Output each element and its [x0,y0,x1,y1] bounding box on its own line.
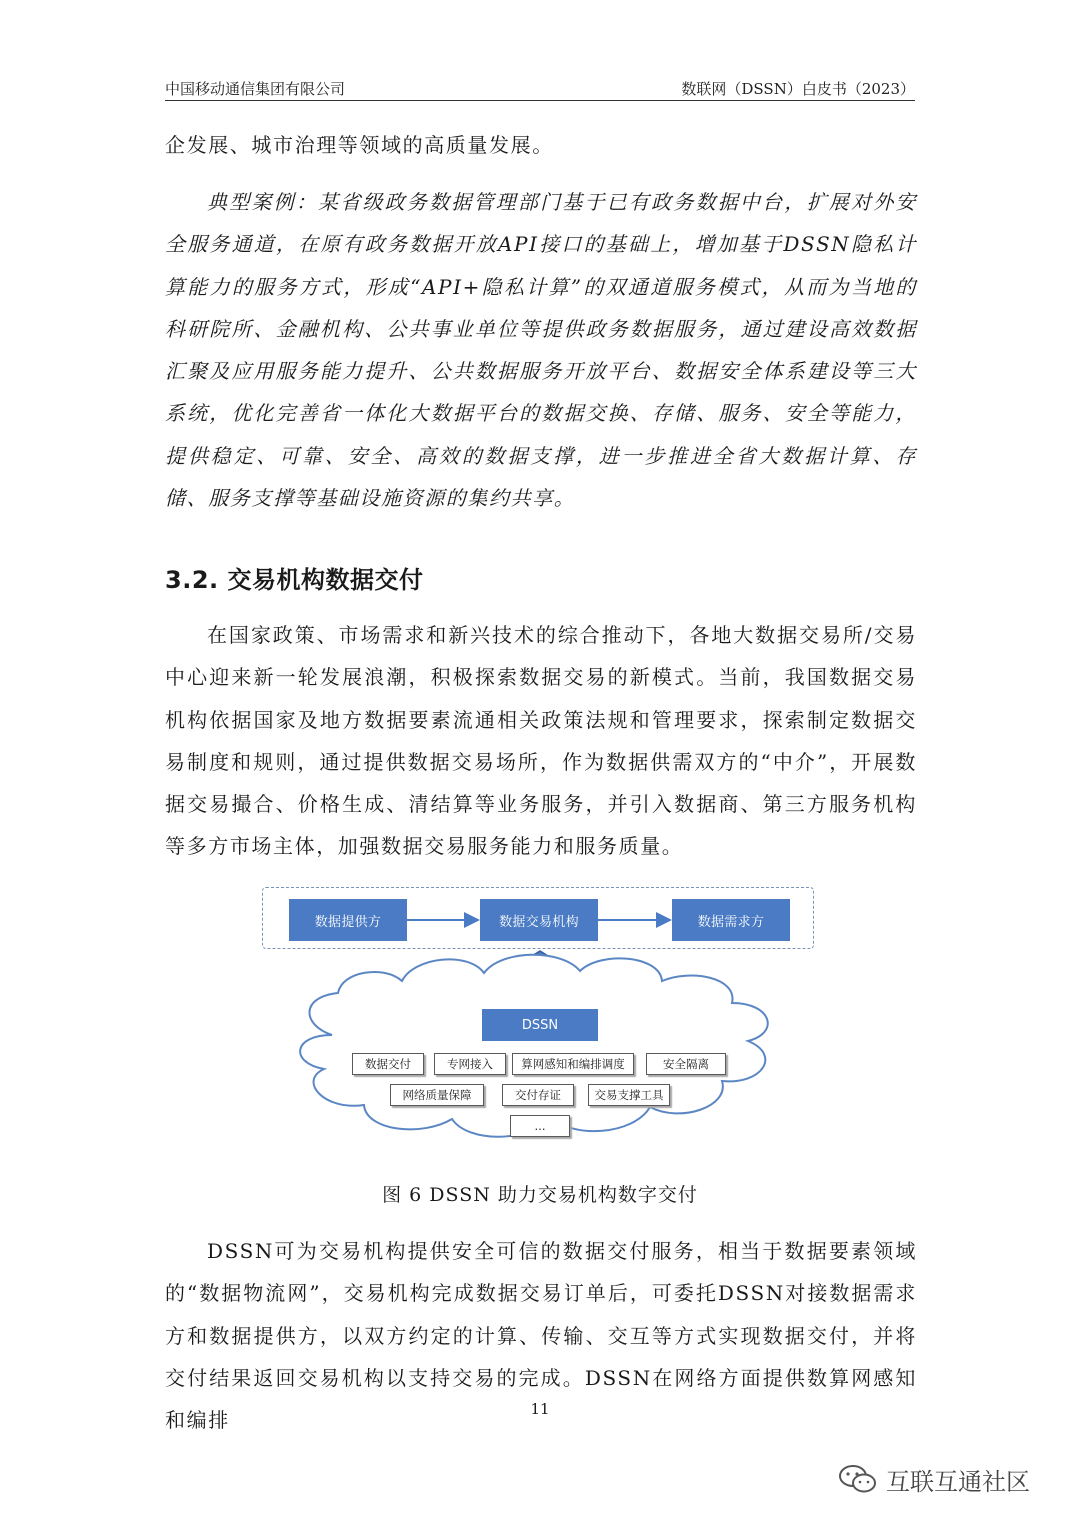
capability-network-quality: 网络质量保障 [390,1084,484,1106]
paragraph-dssn-delivery: DSSN可为交易机构提供安全可信的数据交付服务，相当于数据要素领域的“数据物流网”，交易机构完成数据交易订单后，可委托DSSN对接数据需求方和数据提供方，以双方约定的计算、传输、交互等方式实现数据交付，并将交付结果返回交易机构以支持交易的完成。DSSN在网络方面提供数算网感知和编排 [165,1239,917,1433]
figure-caption: 图 6 DSSN 助力交易机构数字交付 [382,1184,698,1206]
data-demander-box: 数据需求方 [672,899,790,941]
capability-trading-tools: 交易支撑工具 [588,1084,670,1106]
figure-dssn-diagram [262,885,818,1155]
header-divider [165,100,915,101]
paragraph-case-study: 典型案例：某省级政务数据管理部门基于已有政务数据中台，扩展对外安全服务通道，在原有政务数据开放API接口的基础上，增加基于DSSN隐私计算能力的服务方式，形成“API+隐私计算”的双通道服务模式，从而为当地的科研院所、金融机构、公共事业单位等提供政务数据服务，通过建设高效数据汇聚及应用服务能力提升、公共数据服务开放平台、数据安全体系建设等三大系统，优化完善省一体化大数据平台的数据交换、存储、服务、安全等能力，提供稳定、可靠、安全、高效的数据支撑，进一步推进全省大数据计算、存储、服务支撑等基础设施资源的集约共享。 [165,190,917,511]
capability-more: ... [510,1115,570,1137]
paragraph-section-intro: 在国家政策、市场需求和新兴技术的综合推动下，各地大数据交易所/交易中心迎来新一轮发展浪潮，积极探索数据交易的新模式。当前，我国数据交易机构依据国家及地方数据要素流通相关政策法规和管理要求，探索制定数据交易制度和规则，通过提供数据交易场所，作为数据供需双方的“中介”，开展数据交易撮合、价格生成、清结算等业务服务，并引入数据商、第三方服务机构等多方市场主体，加强数据交易服务能力和服务质量。 [165,623,917,859]
dssn-box: DSSN [482,1009,598,1041]
exchange-institution-box: 数据交易机构 [480,899,598,941]
paragraph-continuation: 企发展、城市治理等领域的高质量发展。 [165,133,554,157]
header-company: 中国移动通信集团有限公司 [165,80,346,98]
capability-security-isolation: 安全隔离 [646,1053,726,1075]
watermark [838,1461,1053,1497]
wechat-icon [838,1463,878,1495]
capability-private-network: 专网接入 [434,1053,506,1075]
watermark-text: 互联互通社区 [886,1467,1030,1496]
header-doc-title: 数联网（DSSN）白皮书（2023） [681,80,915,98]
section-heading: 3.2. 交易机构数据交付 [165,566,424,594]
data-provider-box: 数据提供方 [289,899,407,941]
cloud-shape [300,955,768,1137]
capability-orchestration: 算网感知和编排调度 [512,1053,634,1075]
capability-delivery-evidence: 交付存证 [502,1084,574,1106]
capability-data-delivery: 数据交付 [352,1053,424,1075]
page-number: 11 [530,1400,550,1418]
